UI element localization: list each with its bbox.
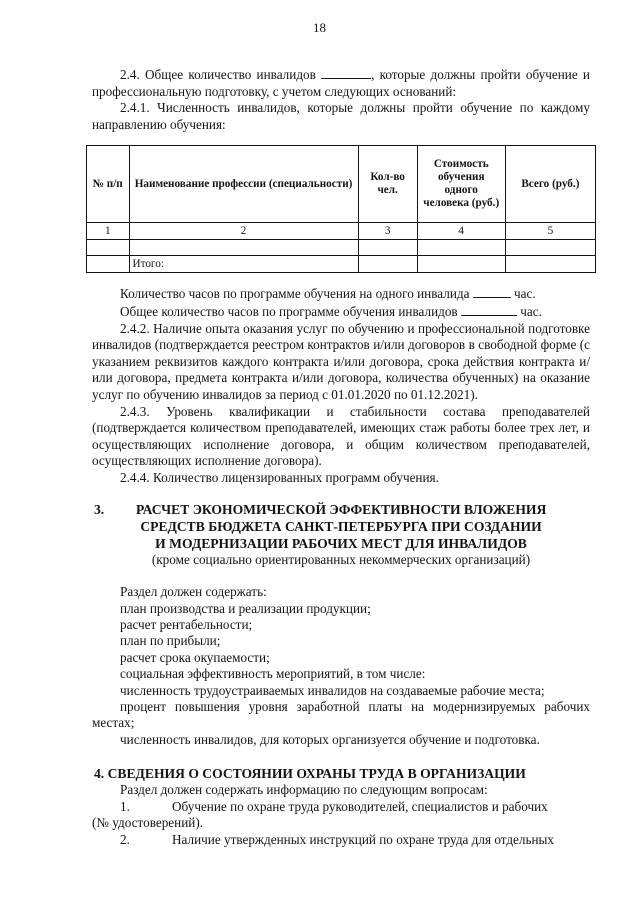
hours-total-text: Общее количество часов по программе обучения инвалидов [120,303,461,319]
table-row [87,223,596,240]
list-item: расчет срока окупаемости; [120,649,270,665]
header-profession: Наименование профессии (специальности) [129,146,358,223]
table-header-row [87,146,596,223]
table-cell [87,240,130,256]
item-text: Наличие утвержденных инструкций по охране труда для отдельных [172,831,555,847]
section-3-intro: Раздел должен содержать: [120,584,267,600]
section-4-heading: 4. СВЕДЕНИЯ О СОСТОЯНИИ ОХРАНЫ ТРУДА В ОРГАНИЗАЦИИ [94,766,526,782]
paragraph-2-4-end: , которые должны пройти обучение и профессиональную подготовку, с учетом следующих оснований: [92,67,590,99]
item-number: 1. [120,798,130,814]
list-item: процент повышения уровня заработной платы на модернизируемых рабочих местах; [92,698,590,731]
blank-field [461,303,517,316]
blank-field [473,285,511,298]
section-3-content [92,584,590,748]
table-row [87,240,596,256]
table-cell [505,240,595,256]
list-item: расчет рентабельности; [120,616,253,632]
list-item: план производства и реализации продукции; [120,600,371,616]
table-cell: 3 [358,223,417,240]
header-count: Кол-во чел. [358,146,417,223]
section-3-subtitle: (кроме социально ориентированных некоммерческих организаций) [151,551,531,567]
training-table [86,145,596,273]
list-item: социальная эффективность мероприятий, в том числе: [120,666,426,682]
section-3-number: 3. [94,501,105,517]
list-item: численность инвалидов, для которых организуется обучение и подготовка. [120,731,540,747]
section-3-title-line-1: РАСЧЕТ ЭКОНОМИЧЕСКОЙ ЭФФЕКТИВНОСТИ ВЛОЖЕНИЯ [136,501,547,517]
paragraph-2-4-4: 2.4.4. Количество лицензированных программ обучения. [120,469,439,485]
paragraph-2-4-1: 2.4.1. Численность инвалидов, которые должны пройти обучение по каждому направлению обучения: [92,100,590,132]
table-cell: 4 [417,223,505,240]
document-body [92,66,590,849]
paragraph-2-4 [92,66,590,100]
list-item: численность трудоустраиваемых инвалидов на создаваемые рабочие места; [120,682,545,698]
section-4-intro: Раздел должен содержать информацию по следующим вопросам: [120,782,488,798]
table-cell [417,240,505,256]
table-cell [417,256,505,273]
hours-unit: час. [516,303,542,319]
section-4-item-2 [92,832,590,849]
hours-total [92,303,590,321]
section-3-title-line-3: И МОДЕРНИЗАЦИИ РАБОЧИХ МЕСТ ДЛЯ ИНВАЛИДОВ [155,535,527,551]
header-total: Всего (руб.) [505,146,595,223]
paragraph-2-4-2: 2.4.2. Наличие опыта оказания услуг по обучению и профессиональной подготовке инвалидов (подтверждается реестром контрактов и/или договоров в свободной форме (с указанием реквизитов каждого контракта и/или договора, срока действия контракта и/или договора, предмета контракта и/или договора, количества обученных) на оказание услуг по обучению инвалидов за период с 01.01.2020 по 01.12.2021). [92,320,590,402]
table-cell [358,256,417,273]
hours-per-disabled [92,285,590,303]
table-cell [505,256,595,273]
table-cell [129,240,358,256]
paragraph-2-4-3: 2.4.3. Уровень квалификации и стабильности состава преподавателей (подтверждается количеством преподавателей, имеющих стаж работы более трех лет, и осуществляющих исполнение договора, и общим количеством преподавателей, осуществляющих исполнение договора). [92,403,590,469]
list-item: план по прибыли; [120,633,221,649]
section-3-title-line-2: СРЕДСТВ БЮДЖЕТА САНКТ-ПЕТЕРБУРГА ПРИ СОЗДАНИИ [140,518,542,534]
header-cost-per-person: Стоимость обучения одного человека (руб.) [417,146,505,223]
item-text: Обучение по охране труда руководителей, специалистов и рабочих [172,798,548,814]
table-cell [87,256,130,273]
section-4-item-1 [92,799,590,816]
item-continuation: (№ удостоверений). [92,815,204,831]
paragraph-2-4-start: 2.4. Общее количество инвалидов [120,67,322,82]
table-cell: 2 [129,223,358,240]
hours-unit: час. [510,286,536,302]
item-number: 2. [120,831,130,847]
blank-field [321,66,371,79]
header-number: № п/п [87,146,130,223]
table-cell [358,240,417,256]
table-cell: 1 [87,223,130,240]
page-number: 18 [313,20,326,35]
table-cell: 5 [505,223,595,240]
table-total-row [87,256,596,273]
total-label: Итого: [129,256,358,273]
hours-per-disabled-text: Количество часов по программе обучения на одного инвалида [120,286,473,302]
section-3-heading [92,501,590,552]
